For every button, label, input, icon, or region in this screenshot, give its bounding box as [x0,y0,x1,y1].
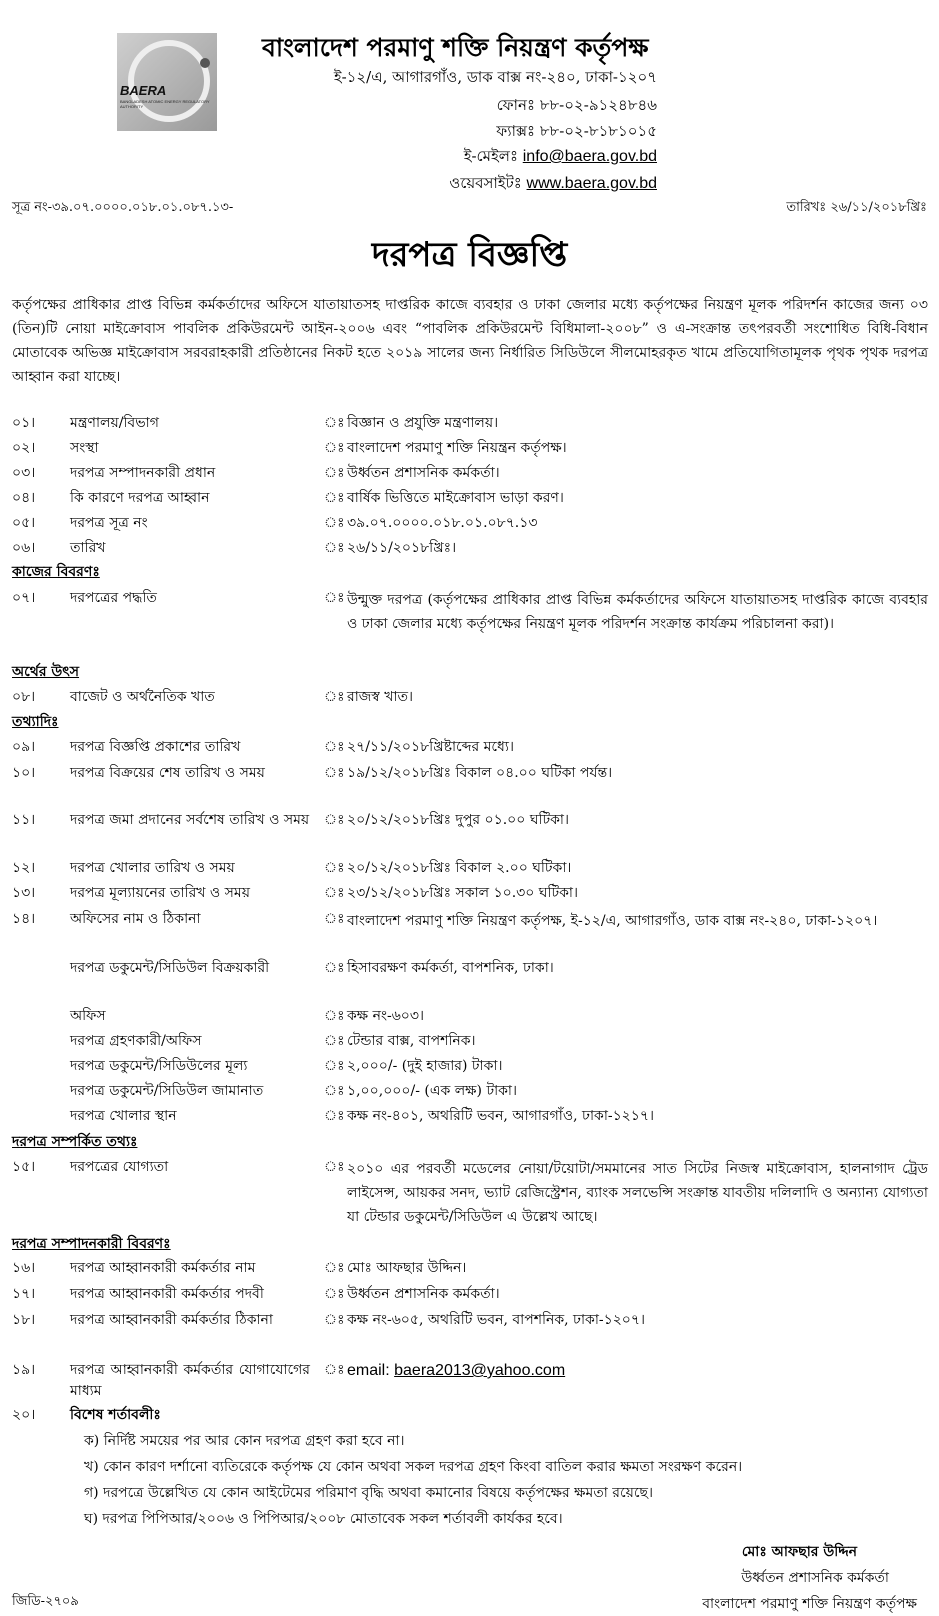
gd-code: জিডি-২৭০৯ [12,1594,79,1609]
website-label: ওয়েবসাইটঃ [449,174,522,192]
logo-subtext: BANGLADESH ATOMIC ENERGY REGULATORY AUTHORITY [120,99,210,109]
contact-email-link[interactable]: baera2013@yahoo.com [394,1362,566,1379]
condition-item: ঘ) দরপত্র পিপিআর/২০০৬ ও পিপিআর/২০০৮ মোতাবেক সকল শর্তাবলী কার্যকর হবে। [84,1511,563,1527]
page-title: দরপত্র বিজ্ঞপ্তি [371,235,568,275]
org-address: ই-১২/এ, আগারগাঁও, ডাক বাক্স নং-২৪০, ঢাকা-১২০৭ [333,68,657,86]
section-fund-heading: অর্থের উৎস [12,664,80,680]
org-email-line [464,145,657,170]
baera-logo [117,33,217,131]
notice-date: তারিখঃ ২৬/১১/২০১৮খ্রিঃ [786,200,927,215]
org-website-line [449,172,657,197]
condition-item: খ) কোন কারণ দর্শানো ব্যতিরেকে কর্তৃপক্ষ যে কোন অথবা সকল দরপত্র গ্রহণ কিংবা বাতিল করার ক্ষমতা সংরক্ষণ করেন। [84,1459,743,1475]
intro-paragraph: কর্তৃপক্ষের প্রাধিকার প্রাপ্ত বিভিন্ন কর্মকর্তাদের অফিসে যাতায়াতসহ দাপ্তরিক কাজে ব্যবহার ও ঢাকা জেলার মধ্যে কর্তৃপক্ষের নিয়ন্ত্রণ মূলক পরিদর্শন কাজের জন্য ০৩ (তিন)টি নোয়া মাইক্রোবাস পাবলিক প্রকিউরমেন্ট আইন-২০০৬ এবং “পাবলিক প্রকিউরমেন্ট বিধিমালা-২০০৮” ও এ-সংক্রান্ত তৎপরবর্তী সংশোধিত বিধি-বিধান মোতাবেক অভিজ্ঞ মাইক্রোবাস সরবরাহকারী প্রতিষ্ঠানের নিকট হতে ২০১৯ সালের জন্য নির্ধারিত সিডিউলে সীলমোহরকৃত খামে প্রতিযোগিতামূলক পৃথক পৃথক দরপত্র আহ্বান করা যাচ্ছে। [12,297,928,385]
signatory-org: বাংলাদেশ পরমাণু শক্তি নিয়ন্ত্রণ কর্তৃপক্ষ [702,1596,917,1612]
email-prefix: email: [347,1362,395,1379]
org-fax: ফ্যাক্সঃ ৮৮-০২-৮১৮১০১৫ [496,122,657,140]
section-work-heading: কাজের বিবরণঃ [12,564,100,580]
logo-orbit-icon [117,33,217,131]
website-link[interactable]: www.baera.gov.bd [526,175,657,192]
org-phone: ফোনঃ ৮৮-০২-৯১২৪৮৪৬ [496,96,657,114]
section-tender-heading: দরপত্র সম্পর্কিত তথ্যঃ [12,1134,138,1150]
reference-number: সূত্র নং-৩৯.০৭.০০০০.০১৮.০১.০৮৭.১৩- [12,200,234,215]
section-officer-heading: দরপত্র সম্পাদনকারী বিবরণঃ [12,1236,171,1252]
email-label: ই-মেইলঃ [463,147,518,165]
signatory-name: মোঃ আফছার উদ্দিন [741,1544,857,1560]
signatory-designation: উর্ধ্বতন প্রশাসনিক কর্মকর্তা [741,1570,889,1586]
condition-item: গ) দরপত্রে উল্লেখিত যে কোন আইটেমের পরিমাণ বৃদ্ধি অথবা কমানোর বিষয়ে কর্তৃপক্ষের ক্ষমতা রয়েছে। [84,1485,653,1501]
logo-text: BAERA [120,83,167,98]
email-link[interactable]: info@baera.gov.bd [522,148,657,165]
section-info-heading: তথ্যাদিঃ [12,714,59,730]
condition-item: ক) নির্দিষ্ট সময়ের পর আর কোন দরপত্র গ্রহণ করা হবে না। [84,1433,405,1449]
org-name: বাংলাদেশ পরমাণু শক্তি নিয়ন্ত্রণ কর্তৃপক্ষ [262,33,649,62]
